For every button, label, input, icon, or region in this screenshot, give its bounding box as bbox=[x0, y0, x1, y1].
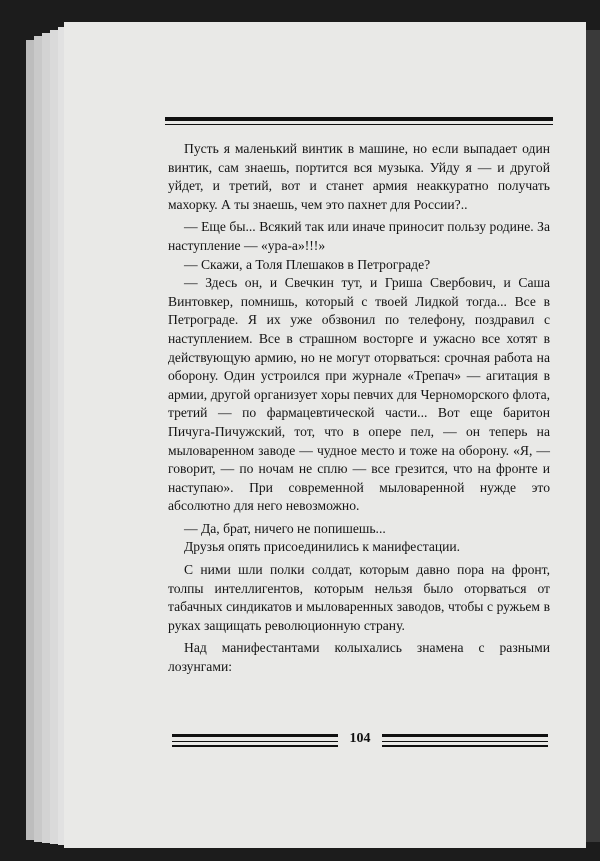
paragraph: Над манифестантами колыхались знамена с разными лозунгами: bbox=[168, 640, 550, 675]
paragraph: С ними шли полки солдат, которым давно пора на фронт, толпы интеллигентов, которым нельзя было оторваться от табачных синдикатов и мыловаренных заводов, чтобы с ружьем в руках защищать революционную страну. bbox=[168, 562, 550, 633]
paragraph: — Скажи, а Толя Плешаков в Петрограде? bbox=[184, 256, 431, 272]
paragraph: — Еще бы... Всякий так или иначе приносит пользу родине. За наступление — «ура-а»!!!» bbox=[168, 219, 550, 253]
paragraph: — Да, брат, ничего не попишешь... bbox=[184, 520, 386, 536]
paragraph: Пусть я маленький винтик в машине, но если выпадает один винтик, сам знаешь, портится вся музыка. Уйду я — и другой уйдет, и третий, вот и станет армия неаккуратно получать махорку. А ты знаешь, чем это пахнет для России?.. bbox=[168, 141, 550, 212]
page-number: 104 bbox=[349, 731, 371, 746]
paragraph: — Здесь он, и Свечкин тут, и Гриша Свербович, и Саша Винтовкер, помнишь, который с твоей Лидкой тогда... Все в Петрограде. Я их уже обзвонил по телефону, поздравил с наступлением. Все в страшном восторге и ужасно все хотят в действующую армию, но не могут оторваться: срочная работа на оборону. Один устроился при журнале «Трепач» — агитация в армии, другой организует хоры певчих для Черноморского флота, третий — по фармацевтической части... Вот еще баритон Пичуга-Пичужский, тот, что в опере пел, — он теперь на мыловаренном заводе — чудное место и тоже на оборону. «Я, — говорит, — по ночам не сплю — все грезится, что на фронте и наступаю». При современной мыловаренной нужде это абсолютно для него невозможно. bbox=[168, 275, 550, 514]
paragraph: Друзья опять присоединились к манифестации. bbox=[184, 539, 461, 555]
body-text bbox=[168, 140, 550, 677]
page-footer bbox=[172, 731, 548, 753]
header-rule bbox=[165, 117, 553, 127]
footer-rule-right bbox=[382, 734, 548, 748]
